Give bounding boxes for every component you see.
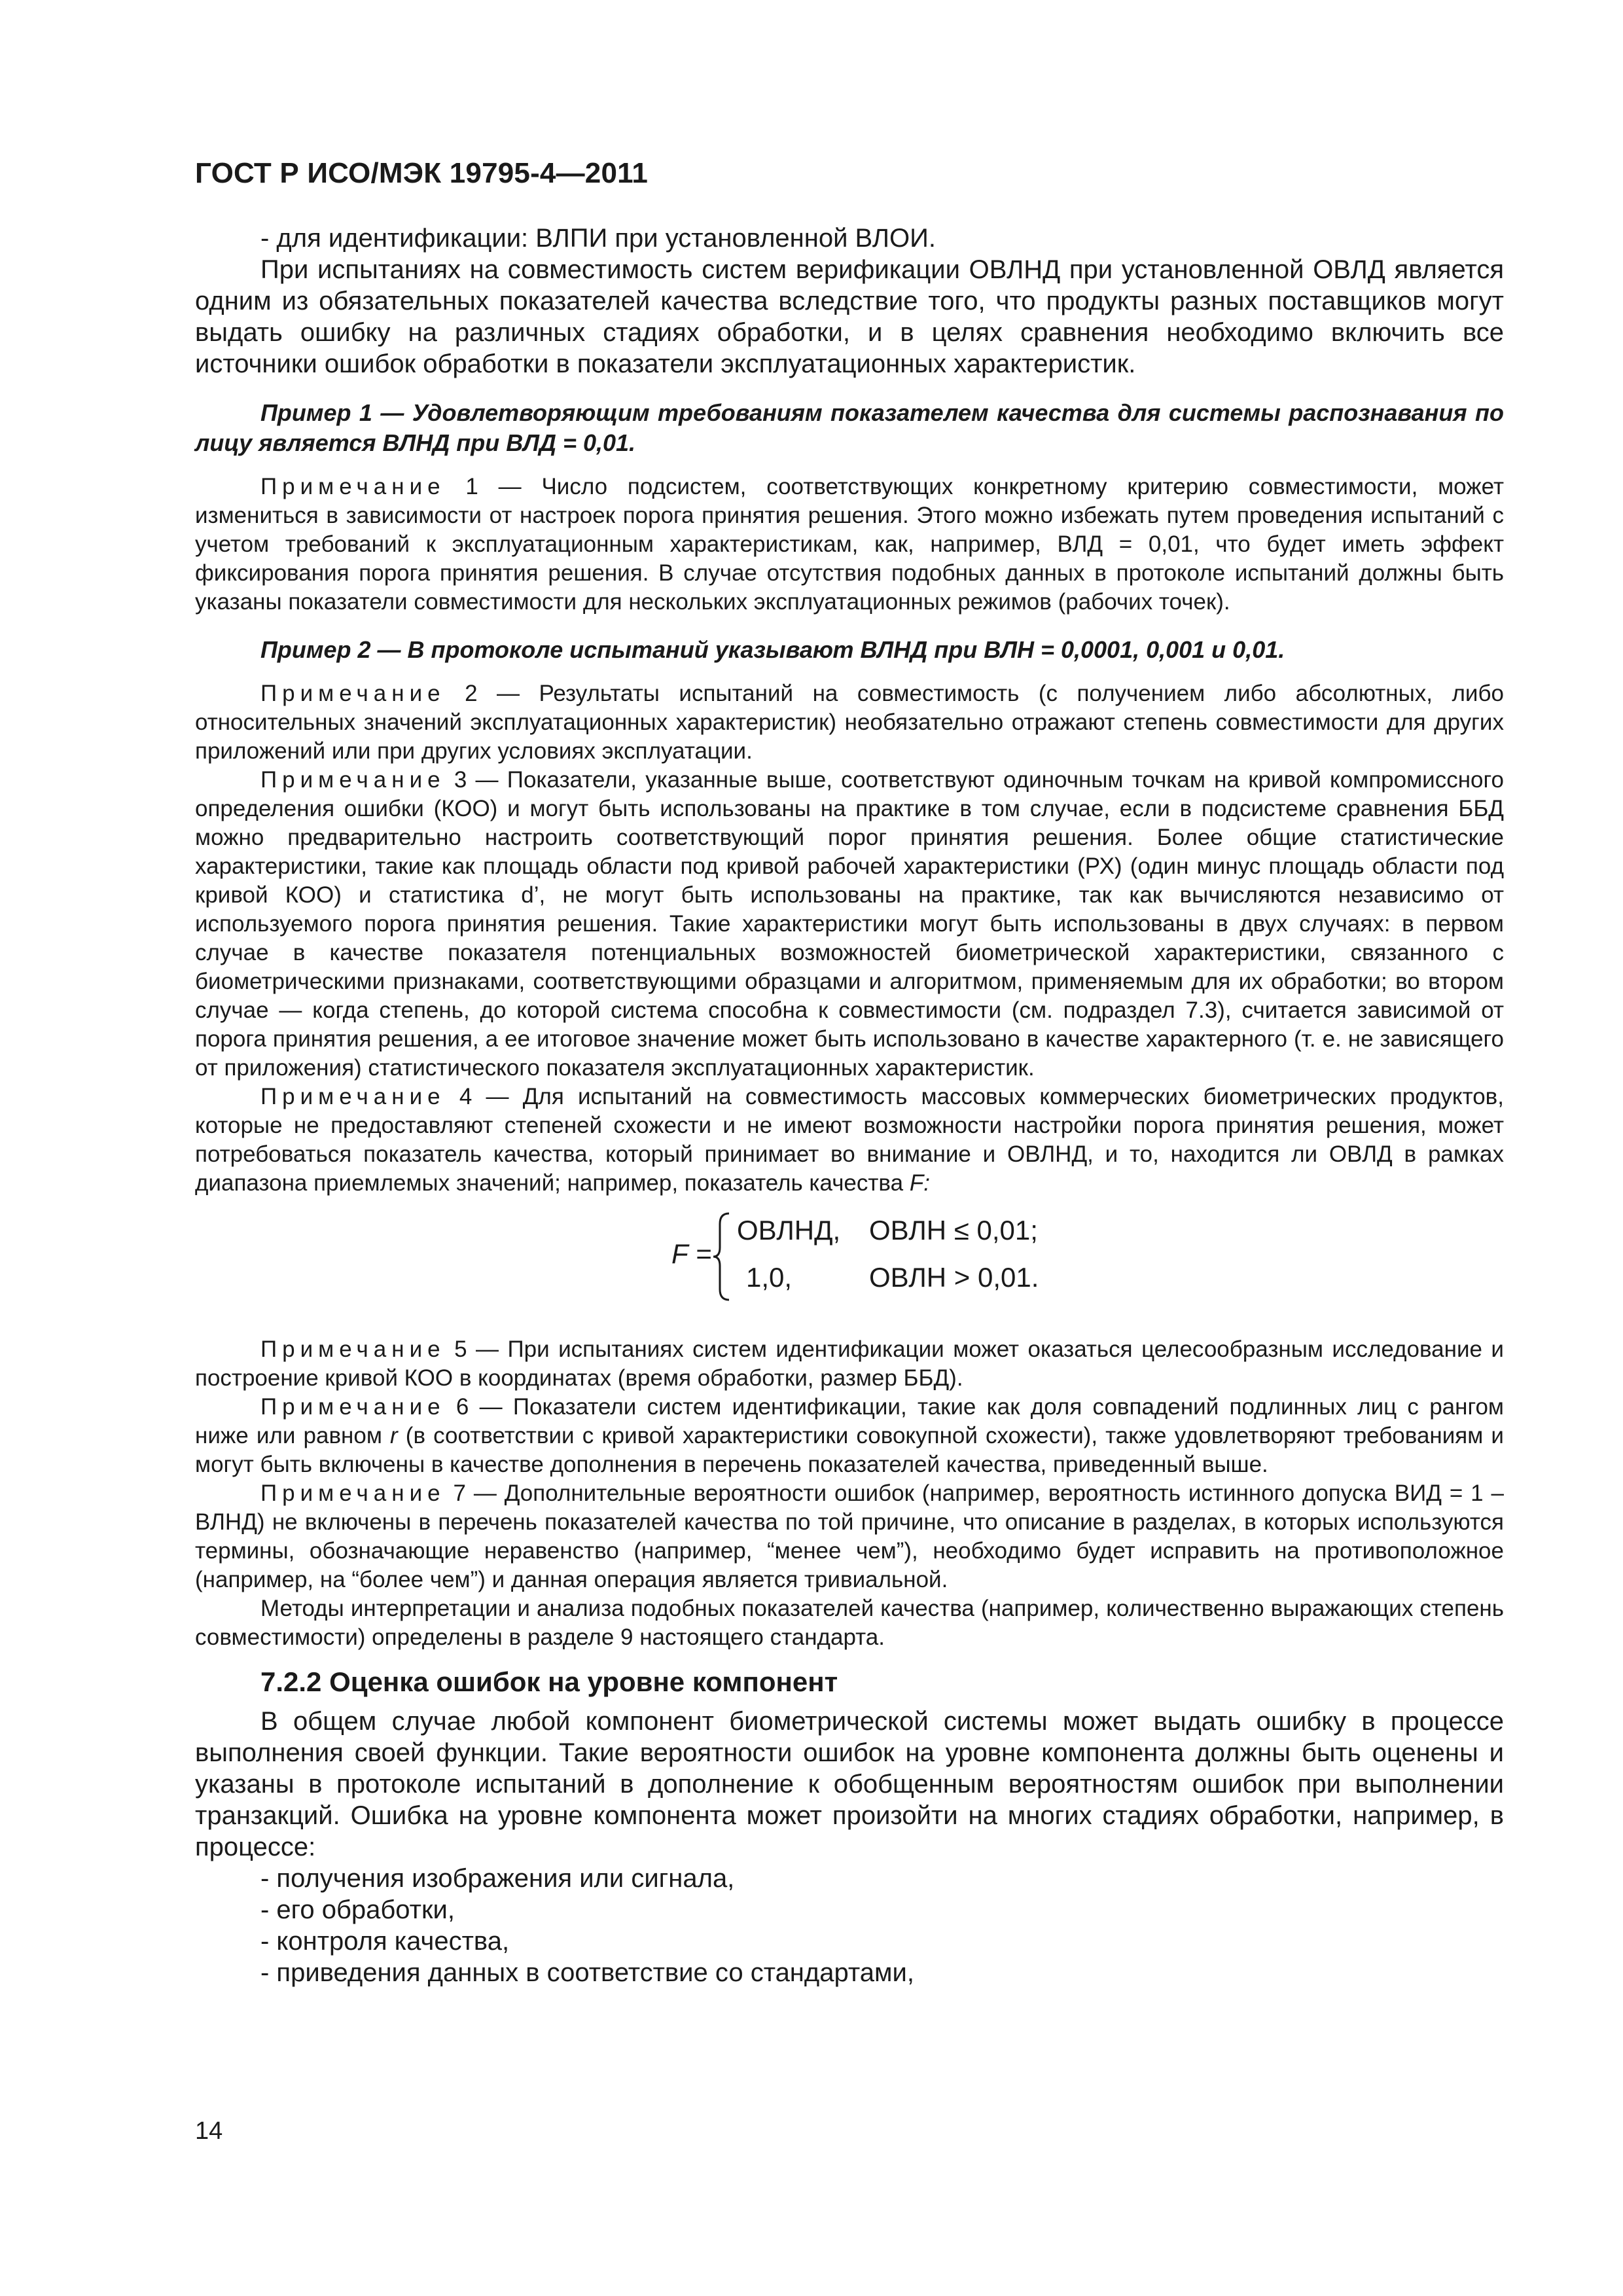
- methods-paragraph: Методы интерпретации и анализа подобных показателей качества (например, количественно выражающих степень совместимости) определены в разделе 9 настоящего стандарта.: [195, 1596, 1504, 1650]
- section-heading: 7.2.2 Оценка ошибок на уровне компонент: [260, 1666, 838, 1697]
- note-number: 6: [455, 1394, 469, 1420]
- note-text: (в соответствии с кривой характеристики совокупной схожести), также удовлетворяют требованиям и могут быть включены в качестве дополнения в перечень показателей качества, приведенный выше.: [195, 1423, 1504, 1477]
- note-text: — Для испытаний на совместимость массовых коммерческих биометрических продуктов, которые не предоставляют степеней схожести и не имеют возможности настройки порога принятия решения, может потребоваться показатель качества, который принимает во внимание и ОВЛНД, и то, находится ли ОВЛД в рамках диапазона приемлемых значений; например, показатель качества: [195, 1084, 1504, 1196]
- formula-case2-value: 1,0,: [746, 1262, 793, 1293]
- note-variable: r: [390, 1423, 398, 1448]
- example-1: Пример 1 — Удовлетворяющим требованиям показателем качества для системы распознавания по лицу является ВЛНД при ВЛД = 0,01.: [195, 399, 1504, 456]
- process-list: [195, 1863, 1504, 1988]
- formula-lhs: [671, 1238, 712, 1270]
- formula-equals: =: [688, 1238, 712, 1269]
- section-paragraph: В общем случае любой компонент биометрической системы может выдать ошибку в процессе выполнения своей функции. Такие вероятности ошибок на уровне компонента должны быть оценены и указаны в протоколе испытаний в дополнение к обобщенным вероятностям ошибок при выполнении транзакций. Ошибка на уровне компонента может произойти на многих стадиях обработки, например, в процессе:: [195, 1707, 1504, 1861]
- formula-case1-condition: ОВЛН ≤ 0,01;: [869, 1215, 1038, 1246]
- note-number: 1: [465, 474, 478, 499]
- note-text: — Число подсистем, соответствующих конкретному критерию совместимости, может измениться в зависимости от настроек порога принятия решения. Этого можно избежать путем проведения испытаний с учетом требований к эксплуатационным характеристикам, как, например, ВЛД = 0,01, что будет иметь эффект фиксирования порога принятия решения. В случае отсутствия подобных данных в протоколе испытаний должны быть указаны показатели совместимости для нескольких эксплуатационных режимов (рабочих точек).: [195, 474, 1504, 615]
- formula-variable: F: [671, 1238, 688, 1269]
- note-number: 3: [454, 767, 467, 793]
- list-item: - контроля качества,: [260, 1927, 510, 1956]
- note-number: 4: [459, 1084, 473, 1109]
- note-label: Примечание: [260, 681, 446, 706]
- note-text: — Результаты испытаний на совместимость (с получением либо абсолютных, либо относительных значений эксплуатационных характеристик) необязательно отражают степень совместимости для других приложений или при других условиях эксплуатации.: [195, 681, 1504, 764]
- page-number: 14: [195, 2117, 223, 2145]
- list-item: - приведения данных в соответствие со стандартами,: [260, 1958, 914, 1987]
- formula-case1-value: ОВЛНД,: [737, 1215, 841, 1246]
- note-text: — Показатели систем идентификации, такие как доля совпадений подлинных лиц с рангом ниже или равном: [195, 1394, 1504, 1448]
- note-number: 2: [465, 681, 478, 706]
- list-item-identification: - для идентификации: ВЛПИ при установленной ВЛОИ.: [260, 224, 936, 253]
- note-6: [195, 1393, 1504, 1479]
- left-brace-icon: [712, 1211, 732, 1302]
- note-number: 7: [453, 1480, 466, 1506]
- document-page: [195, 157, 1504, 2238]
- note-label: Примечание: [260, 767, 446, 793]
- note-2: [195, 679, 1504, 766]
- note-number: 5: [454, 1336, 467, 1362]
- list-item: - его обработки,: [260, 1895, 455, 1924]
- note-4: [195, 1083, 1504, 1198]
- document-header: ГОСТ Р ИСО/МЭК 19795-4—2011: [195, 157, 649, 189]
- paragraph-compatibility: При испытаниях на совместимость систем верификации ОВЛНД при установленной ОВЛД является одним из обязательных показателей качества вследствие того, что продукты разных поставщиков могут выдать ошибку на различных стадиях обработки, и в целях сравнения необходимо включить все источники ошибок обработки в показатели эксплуатационных характеристик.: [195, 255, 1504, 378]
- note-label: Примечание: [260, 1084, 446, 1109]
- note-label: Примечание: [260, 1480, 446, 1506]
- note-variable: F:: [909, 1170, 930, 1196]
- formula-case2-condition: ОВЛН > 0,01.: [869, 1262, 1039, 1293]
- note-label: Примечание: [260, 1336, 446, 1362]
- note-1: [195, 473, 1504, 617]
- note-text: — Показатели, указанные выше, соответствуют одиночным точкам на кривой компромиссного определения ошибки (КОО) и могут быть использованы на практике в том случае, если в подсистеме сравнения ББД можно предварительно настроить соответствующий порог принятия решения. Более общие статистические характеристики, такие как площадь области под кривой рабочей характеристики (РХ) (один минус площадь области под кривой КОО) и статистика d’, не могут быть использованы на практике, так как вычисляются независимо от используемого порога принятия решения. Такие характеристики могут быть использованы в двух случаях: в первом случае в качестве показателя потенциальных возможностей биометрической характеристики, связанного с биометрическими признаками, соответствующими образцами и алгоритмом, применяемым для их обработки; во втором случае — когда степень, до которой система способна к совместимости (см. подраздел 7.3), считается зависимой от порога принятия решения, а ее итоговое значение может быть использовано в качестве характерного (т. е. не зависящего от приложения) статистического показателя эксплуатационных характеристик.: [195, 767, 1504, 1081]
- note-5: [195, 1335, 1504, 1393]
- note-label: Примечание: [260, 1394, 446, 1420]
- formula-f: [195, 1211, 1504, 1309]
- note-7: [195, 1479, 1504, 1594]
- example-2: Пример 2 — В протоколе испытаний указывают ВЛНД при ВЛН = 0,0001, 0,001 и 0,01.: [260, 636, 1285, 663]
- note-3: [195, 766, 1504, 1083]
- list-item: - получения изображения или сигнала,: [260, 1864, 735, 1893]
- note-text: — Дополнительные вероятности ошибок (например, вероятность истинного допуска ВИД = 1 – ВЛНД) не включены в перечень показателей качества по той причине, что описание в разделах, в которых используются термины, обозначающие неравенство (например, “менее чем”), необходимо будет исправить на противоположное (например, на “более чем”) и данная операция является тривиальной.: [195, 1480, 1504, 1592]
- note-label: Примечание: [260, 474, 446, 499]
- note-text: — При испытаниях систем идентификации может оказаться целесообразным исследование и построение кривой КОО в координатах (время обработки, размер ББД).: [195, 1336, 1504, 1391]
